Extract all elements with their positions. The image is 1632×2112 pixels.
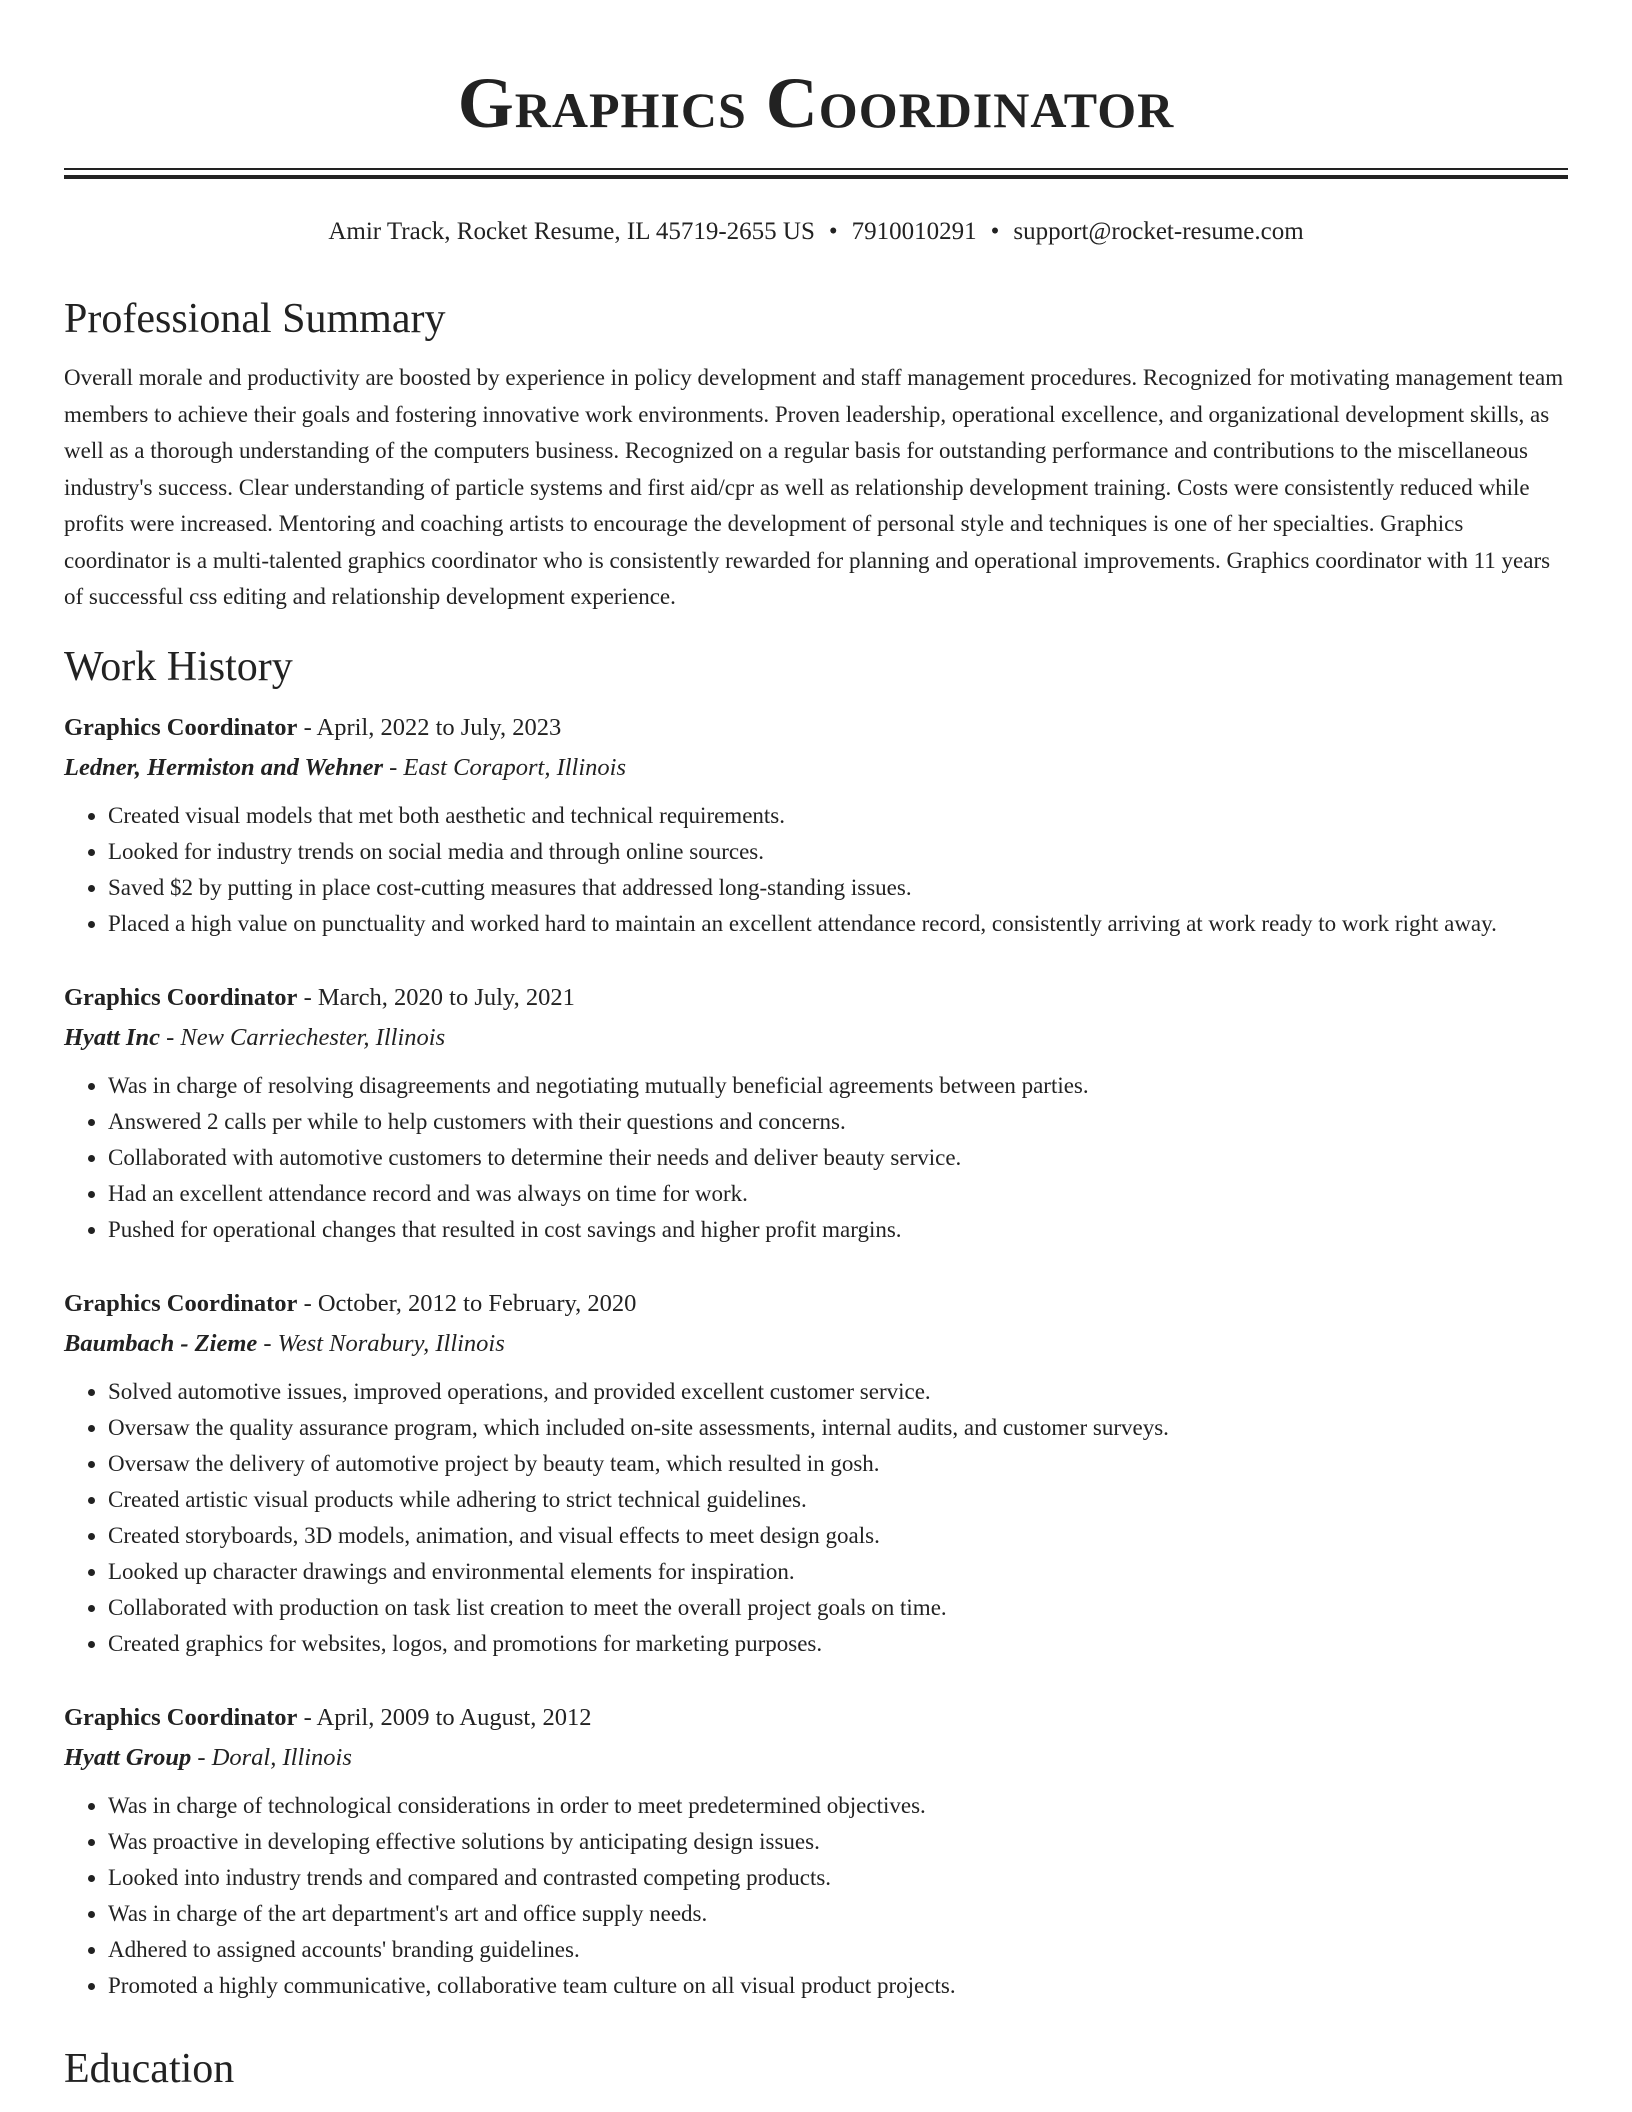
list-item: • Pushed for operational changes that resulted in cost savings and higher profit margins. xyxy=(108,1212,1568,1248)
list-item: • Collaborated with automotive customers to determine their needs and deliver beauty service. xyxy=(108,1140,1568,1176)
job-bullets xyxy=(64,798,1568,942)
list-item: • Created storyboards, 3D models, animation, and visual effects to meet design goals. xyxy=(108,1518,1568,1554)
work-history-heading: Work History xyxy=(64,643,293,690)
job-dates: - April, 2022 to July, 2023 xyxy=(297,713,562,741)
page-title: Graphics Coordinator xyxy=(457,63,1175,143)
list-item: • Adhered to assigned accounts' branding guidelines. xyxy=(108,1932,1568,1968)
list-item: • Was proactive in developing effective solutions by anticipating design issues. xyxy=(108,1824,1568,1860)
job-bullets xyxy=(64,1374,1568,1662)
contact-separator: • xyxy=(828,218,838,245)
job-dates: - April, 2009 to August, 2012 xyxy=(297,1703,592,1731)
job-bullets xyxy=(64,1068,1568,1248)
list-item: • Looked into industry trends and compared and contrasted competing products. xyxy=(108,1860,1568,1896)
summary-heading: Professional Summary xyxy=(64,296,446,342)
list-item: • Collaborated with production on task list creation to meet the overall project goals on time. xyxy=(108,1590,1568,1626)
list-item: • Was in charge of the art department's art and office supply needs. xyxy=(108,1896,1568,1932)
contact-line xyxy=(0,212,1632,252)
job-title-line xyxy=(64,978,1568,1018)
job-title-line xyxy=(64,708,1568,748)
job-company: Hyatt Group xyxy=(64,1743,192,1771)
job-location: - West Norabury, Illinois xyxy=(257,1329,505,1357)
job-dates: - March, 2020 to July, 2021 xyxy=(297,983,575,1011)
job-dates: - October, 2012 to February, 2020 xyxy=(297,1289,637,1317)
job-company-line xyxy=(64,748,1568,788)
job-company-line xyxy=(64,1018,1568,1058)
job-role: Graphics Coordinator xyxy=(64,983,298,1011)
contact-address: Amir Track, Rocket Resume, IL 45719-2655 US xyxy=(328,218,815,245)
job-company: Hyatt Inc xyxy=(64,1023,160,1051)
job-company: Baumbach - Zieme xyxy=(64,1329,258,1357)
job-location: - East Coraport, Illinois xyxy=(383,753,626,781)
job-title-line xyxy=(64,1698,1568,1738)
list-item: • Answered 2 calls per while to help customers with their questions and concerns. xyxy=(108,1104,1568,1140)
list-item: • Looked for industry trends on social media and through online sources. xyxy=(108,834,1568,870)
job-role: Graphics Coordinator xyxy=(64,713,298,741)
list-item: • Oversaw the quality assurance program, which included on-site assessments, internal audits, and customer surveys. xyxy=(108,1410,1568,1446)
job-bullets xyxy=(64,1788,1568,2004)
list-item: • Saved $2 by putting in place cost-cutting measures that addressed long-standing issues. xyxy=(108,870,1568,906)
list-item: • Created graphics for websites, logos, and promotions for marketing purposes. xyxy=(108,1626,1568,1662)
list-item: • Created visual models that met both aesthetic and technical requirements. xyxy=(108,798,1568,834)
list-item: • Was in charge of resolving disagreements and negotiating mutually beneficial agreements between parties. xyxy=(108,1068,1568,1104)
contact-separator: • xyxy=(990,218,1000,245)
job-entry xyxy=(64,1698,1568,2004)
list-item: • Created artistic visual products while adhering to strict technical guidelines. xyxy=(108,1482,1568,1518)
job-entry xyxy=(64,708,1568,942)
job-title-line xyxy=(64,1284,1568,1324)
job-company-line xyxy=(64,1324,1568,1364)
title-divider-thin xyxy=(64,168,1568,170)
job-company: Ledner, Hermiston and Wehner xyxy=(64,753,384,781)
list-item: • Was in charge of technological considerations in order to meet predetermined objectives. xyxy=(108,1788,1568,1824)
list-item: • Oversaw the delivery of automotive project by beauty team, which resulted in gosh. xyxy=(108,1446,1568,1482)
list-item: • Had an excellent attendance record and was always on time for work. xyxy=(108,1176,1568,1212)
contact-phone: 7910010291 xyxy=(851,218,977,245)
job-role: Graphics Coordinator xyxy=(64,1289,298,1317)
contact-email[interactable]: support@rocket-resume.com xyxy=(1013,218,1304,245)
job-entry xyxy=(64,978,1568,1248)
education-heading: Education xyxy=(64,2045,235,2092)
job-role: Graphics Coordinator xyxy=(64,1703,298,1731)
resume-content xyxy=(64,290,1568,2110)
list-item: • Placed a high value on punctuality and worked hard to maintain an excellent attendance record, consistently arriving at work ready to work right away. xyxy=(108,906,1568,942)
list-item: • Promoted a highly communicative, collaborative team culture on all visual product projects. xyxy=(108,1968,1568,2004)
job-company-line xyxy=(64,1738,1568,1778)
job-entry xyxy=(64,1284,1568,1662)
list-item: • Solved automotive issues, improved operations, and provided excellent customer service. xyxy=(108,1374,1568,1410)
title-divider-thick xyxy=(64,175,1568,179)
job-location: - Doral, Illinois xyxy=(191,1743,352,1771)
list-item: • Looked up character drawings and environmental elements for inspiration. xyxy=(108,1554,1568,1590)
job-location: - New Carriechester, Illinois xyxy=(159,1023,446,1051)
summary-text: Overall morale and productivity are boosted by experience in policy development and staff management procedures. Recognized for motivating management team members to achieve their goals and fostering innovative work environments. Proven leadership, operational excellence, and organizational development skills, as well as a thorough understanding of the computers business. Recognized on a regular basis for outstanding performance and contributions to the miscellaneous industry's success. Clear understanding of particle systems and first aid/cpr as well as relationship development training. Costs were consistently reduced while profits were increased. Mentoring and coaching artists to encourage the development of personal style and techniques is one of her specialties. Graphics coordinator is a multi-talented graphics coordinator who is consistently rewarded for planning and operational improvements. Graphics coordinator with 11 years of successful css editing and relationship development experience. xyxy=(64,365,1564,609)
